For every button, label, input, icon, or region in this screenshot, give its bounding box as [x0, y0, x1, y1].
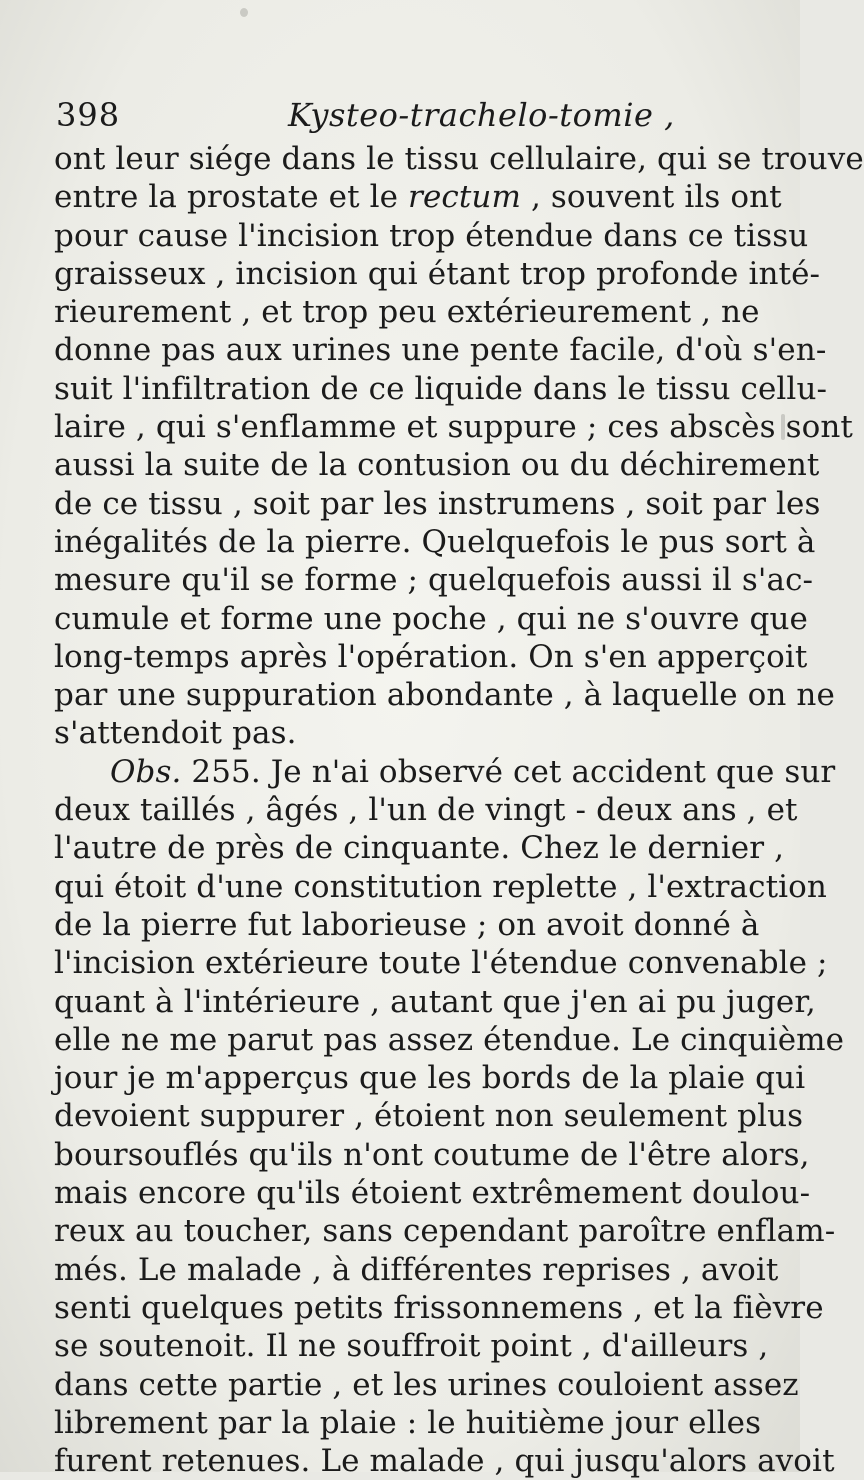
- text-line: l'incision extérieure toute l'étendue convenable ;: [54, 945, 828, 982]
- text-line: l'autre de près de cinquante. Chez le dernier ,: [54, 830, 785, 867]
- text-line: mais encore qu'ils étoient extrêmement doulou-: [54, 1175, 811, 1212]
- observation-start-line: [54, 753, 836, 791]
- text-line: elle ne me parut pas assez étendue. Le cinquième: [54, 1021, 845, 1058]
- text-line: jour je m'apperçus que les bords de la plaie qui: [54, 1060, 806, 1097]
- text-fragment: , souvent ils ont: [521, 179, 782, 216]
- page-header: [50, 96, 770, 140]
- text-line: mesure qu'il se forme ; quelquefois aussi il s'ac-: [54, 562, 814, 599]
- text-line: aussi la suite de la contusion ou du déchirement: [54, 447, 820, 484]
- text-line: més. Le malade , à différentes reprises , avoit: [54, 1251, 779, 1288]
- text-line: ont leur siége dans le tissu cellulaire, qui se trouve: [54, 141, 864, 177]
- text-line: devoient suppurer , étoient non seulement plus: [54, 1098, 804, 1135]
- text-line: furent retenues. Le malade , qui jusqu'alors avoit: [54, 1443, 835, 1480]
- text-line: boursouflés qu'ils n'ont coutume de l'être alors,: [54, 1136, 810, 1173]
- text-line: senti quelques petits frissonnemens , et la fièvre: [54, 1289, 824, 1326]
- text-line: deux taillés , âgés , l'un de vingt - deux ans , et: [54, 792, 798, 829]
- text-fragment: entre la prostate et le: [54, 179, 409, 216]
- paper-speck: [240, 8, 248, 17]
- text-line: cumule et forme une poche , qui ne s'ouvre que: [54, 600, 808, 637]
- text-line: suit l'infiltration de ce liquide dans le tissu cellu-: [54, 370, 828, 407]
- text-line: long-temps après l'opération. On s'en apperçoit: [54, 638, 808, 675]
- text-line: pour cause l'incision trop étendue dans ce tissu: [54, 217, 809, 254]
- text-line: par une suppuration abondante , à laquelle on ne: [54, 677, 835, 714]
- text-line: rieurement , et trop peu extérieurement , ne: [54, 294, 760, 331]
- text-line: reux au toucher, sans cependant paroître enflam-: [54, 1213, 836, 1250]
- text-line: inégalités de la pierre. Quelquefois le pus sort à: [54, 523, 816, 560]
- text-line: donne pas aux urines une pente facile, d'où s'en-: [54, 332, 827, 369]
- text-line: librement par la plaie : le huitième jour elles: [54, 1404, 762, 1441]
- text-line: dans cette partie , et les urines couloient assez: [54, 1366, 799, 1403]
- paragraph-end-line: s'attendoit pas.: [54, 715, 297, 752]
- italic-term: rectum: [408, 179, 521, 216]
- body-text: [54, 140, 864, 1480]
- text-fragment: 255. Je n'ai observé cet accident que sur: [191, 753, 836, 790]
- observation-label: Obs.: [110, 753, 192, 790]
- text-line: quant à l'intérieure , autant que j'en ai pu juger,: [54, 983, 816, 1020]
- running-title: Kysteo-trachelo-tomie ,: [288, 96, 675, 134]
- text-line: [54, 178, 782, 216]
- text-line: se soutenoit. Il ne souffroit point , d'ailleurs ,: [54, 1328, 769, 1365]
- text-line: de ce tissu , soit par les instrumens , soit par les: [54, 485, 821, 522]
- text-line: graisseux , incision qui étant trop profonde inté-: [54, 255, 821, 292]
- text-line: laire , qui s'enflamme et suppure ; ces abscès sont: [54, 409, 853, 446]
- page-number: 398: [56, 96, 121, 134]
- text-line: de la pierre fut laborieuse ; on avoit donné à: [54, 906, 760, 943]
- text-line: qui étoit d'une constitution replette , l'extraction: [54, 868, 827, 905]
